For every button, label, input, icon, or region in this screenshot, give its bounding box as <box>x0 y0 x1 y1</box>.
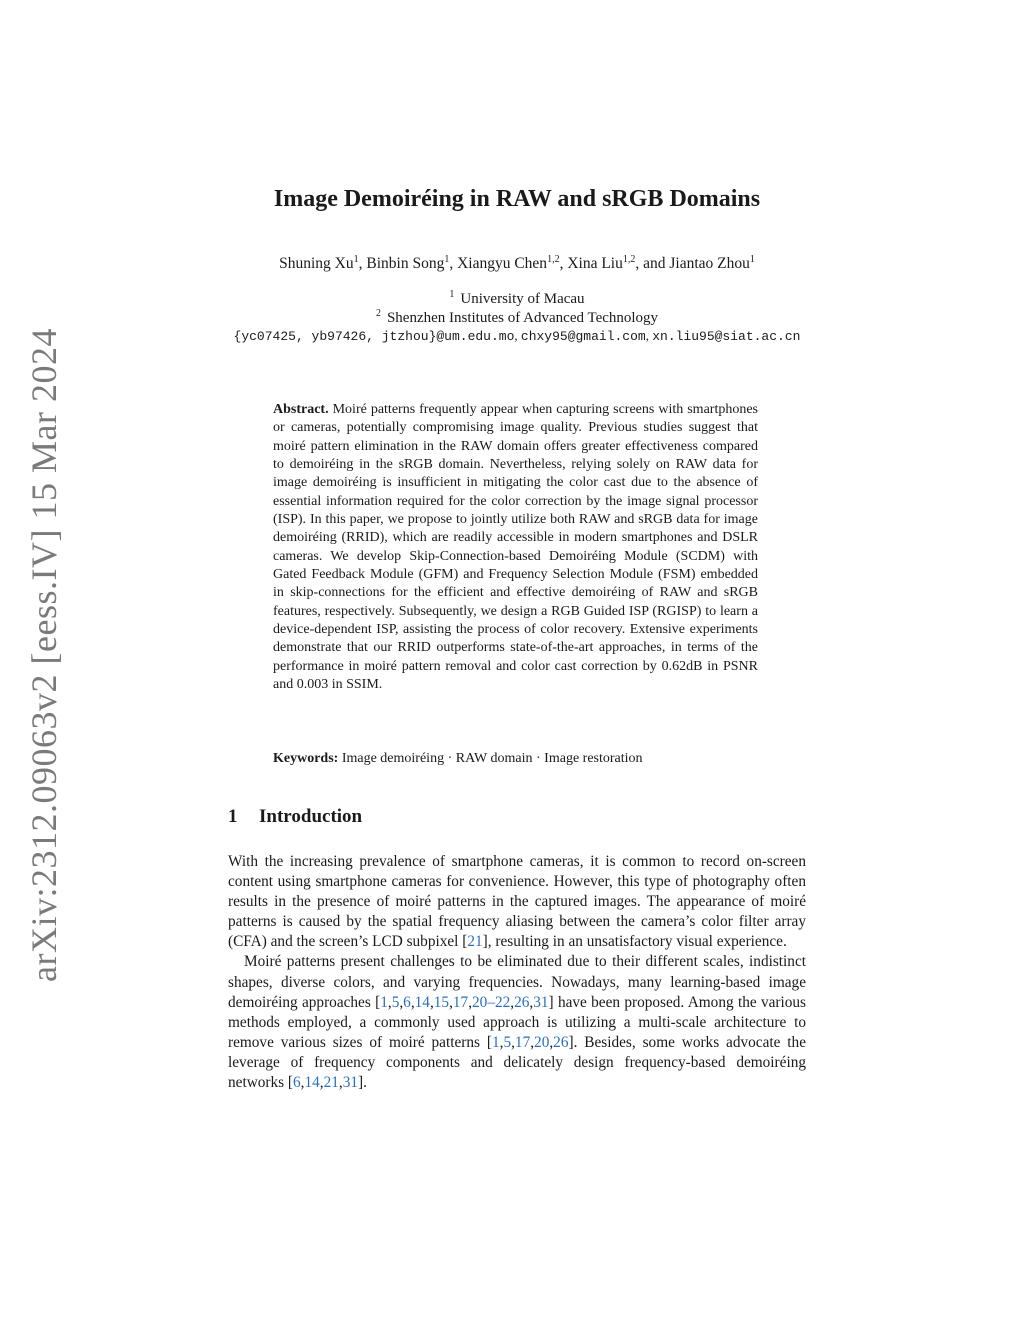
author-affiliation-mark: 1 <box>749 254 755 265</box>
author-affiliation-mark: 1 <box>353 254 359 265</box>
affiliation-name: University of Macau <box>460 291 585 307</box>
keywords-label: Keywords: <box>273 751 339 766</box>
abstract <box>273 401 758 695</box>
author-affiliation-mark: 1,2 <box>622 254 636 265</box>
abstract-text: Moiré patterns frequently appear when capturing screens with smartphones or cameras, potentially compromising image quality. Previous studies suggest that moiré pattern elimination in the RAW domain offers greater effectiveness compared to demoiréing in the sRGB domain. Nevertheless, relying solely on RAW data for image demoiréing is insufficient in mitigating the color cast due to the absence of essential information required for the color correction by the image signal processor (ISP). In this paper, we propose to jointly utilize both RAW and sRGB data for image demoiréing (RRID), which are readily accessible in modern smartphones and DSLR cameras. We develop Skip-Connection-based Demoiréing Module (SCDM) with Gated Feedback Module (GFM) and Frequency Selection Module (FSM) embedded in skip-connections for the efficient and effective demoiréing of RAW and sRGB features, respectively. Subsequently, we design a RGB Guided ISP (RGISP) to learn a device-dependent ISP, assisting the process of color recovery. Extensive experiments demonstrate that our RRID outperforms state-of-the-art approaches, in terms of the performance in moiré pattern removal and color cast correction by 0.62dB in PSNR and 0.003 in SSIM. <box>273 402 758 693</box>
affiliation-mark: 1 <box>449 289 455 300</box>
author-affiliation-mark: 1 <box>444 254 450 265</box>
affiliation-2 <box>228 308 806 327</box>
affiliation-name: Shenzhen Institutes of Advanced Technology <box>386 310 659 326</box>
author-name: Jiantao Zhou <box>669 255 750 273</box>
affiliation-mark: 2 <box>375 308 381 319</box>
author-list: Shuning Xu$^1$, Binbin Song$^1$, Xiangyu Chen$^{1,2}$, Xina Liu$^{1,2}$, and Jiantao Zhou$^1$ <box>279 254 755 273</box>
keywords <box>273 751 758 767</box>
affiliation-1 <box>228 289 806 308</box>
citation-link[interactable]: 17 <box>452 993 469 1011</box>
citation-link[interactable]: 26 <box>553 1033 569 1051</box>
arxiv-identifier-sidebar <box>24 328 65 982</box>
author-name: Xina Liu <box>567 255 623 273</box>
citation-link[interactable]: 6 <box>293 1074 301 1092</box>
citation-link[interactable]: 15 <box>433 993 450 1011</box>
citation-link[interactable]: 26 <box>514 993 530 1011</box>
section-title: Introduction <box>259 806 363 827</box>
keywords-text: Image demoiréing · RAW domain · Image restoration <box>341 751 643 766</box>
citation-link[interactable]: 17 <box>514 1033 531 1051</box>
paper-title: Image Demoiréing in RAW and sRGB Domains <box>273 186 761 212</box>
author-affiliation-mark: 1,2 <box>547 254 560 265</box>
citation-link[interactable]: 20–22 <box>472 993 511 1011</box>
citation-link[interactable]: 5 <box>503 1033 512 1051</box>
email-siat: xn.liu95@siat.ac.cn <box>652 329 801 344</box>
citation-link[interactable]: 1 <box>491 1033 500 1051</box>
author-name: Shuning Xu <box>279 255 354 273</box>
citation-link[interactable]: 14 <box>414 993 430 1011</box>
citation-link[interactable]: 21 <box>467 933 483 951</box>
citation-link[interactable]: 6 <box>403 993 411 1011</box>
paragraph: With the increasing prevalence of smartphone cameras, it is common to record on-screen content using smartphone cameras for convenience. However, this type of photography often results in the presence of moiré patterns in the captured images. The appearance of moiré patterns is caused by the spatial frequency aliasing between the camera’s color filter array (CFA) and the screen’s LCD subpixel [21], resulting in an unsatisfactory visual experience. <box>228 853 806 951</box>
section-number: 1 <box>228 806 238 827</box>
arxiv-identifier: arXiv:2312.09063v2 [eess.IV] 15 Mar 2024 <box>24 328 65 982</box>
email-gmail: chxy95@gmail.com <box>520 329 646 344</box>
author-name: Xiangyu Chen <box>457 255 548 273</box>
abstract-label: Abstract. <box>273 402 329 417</box>
introduction-body <box>228 852 806 1093</box>
author-emails: {yc07425, yb97426, jtzhou}@um.edu.mo, chxy95@gmail.com, xn.liu95@siat.ac.cn <box>233 328 801 344</box>
email-um: {yc07425, yb97426, jtzhou}@um.edu.mo <box>233 329 515 344</box>
citation-link[interactable]: 5 <box>391 993 400 1011</box>
citation-link[interactable]: 1 <box>380 993 388 1011</box>
paragraph: Moiré patterns present challenges to be eliminated due to their different scales, indistinct shapes, diverse colors, and varying frequencies. Nowadays, many learning-based image demoiréing approaches [1,5,6,14,15,17,20–22,26,31] have been proposed. Among the various methods employed, a commonly used approach is utilizing a multi-scale architecture to remove various sizes of moiré patterns [1,5,17,20,26]. Besides, some works advocate the leverage of frequency components and delicately design frequency-based demoiréing networks [6,14,21,31]. <box>228 953 806 1092</box>
citation-link[interactable]: 31 <box>342 1074 359 1092</box>
author-name: Binbin Song <box>366 255 445 273</box>
citation-link[interactable]: 31 <box>533 993 549 1011</box>
citation-link[interactable]: 14 <box>304 1074 320 1092</box>
citation-link[interactable]: 21 <box>323 1074 339 1092</box>
citation-link[interactable]: 20 <box>534 1033 550 1051</box>
section-heading-introduction <box>228 806 362 828</box>
